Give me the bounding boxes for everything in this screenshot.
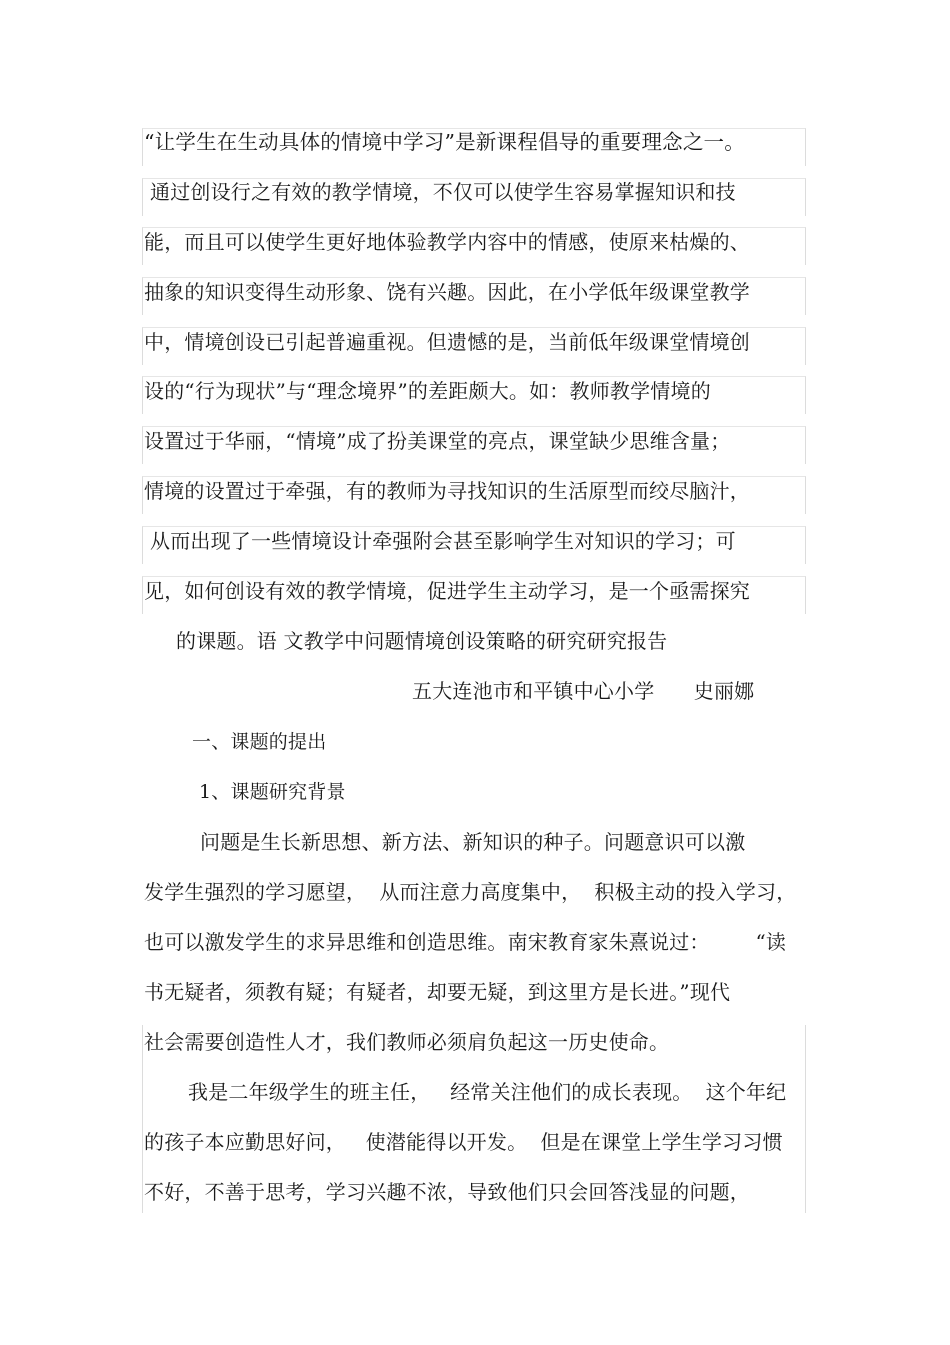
intro-line: 情境的设置过于牵强，有的教师为寻找知识的生活原型而绞尽脑汁， bbox=[144, 479, 750, 503]
body-line: 发学生强烈的学习愿望， 从而注意力高度集中， 积极主动的投入学习， bbox=[144, 880, 797, 904]
body-line: 问题是生长新思想、新方法、新知识的种子。问题意识可以激 bbox=[200, 830, 746, 854]
body-line: 我是二年级学生的班主任， 经常关注他们的成长表现。 这个年纪 bbox=[188, 1080, 787, 1104]
subsection-heading: 1、课题研究背景 bbox=[199, 781, 346, 803]
margin-line-left bbox=[142, 1025, 143, 1213]
intro-line: 能，而且可以使学生更好地体验教学内容中的情感，使原来枯燥的、 bbox=[144, 230, 750, 254]
body-line: 的孩子本应勤思好问， 使潜能得以开发。 但是在课堂上学生学习习惯 bbox=[144, 1130, 783, 1154]
body-line: 社会需要创造性人才，我们教师必须肩负起这一历史使命。 bbox=[144, 1030, 670, 1054]
intro-line: 设置过于华丽，“情境”成了扮美课堂的亮点，课堂缺少思维含量； bbox=[144, 429, 731, 453]
margin-line-right bbox=[805, 1025, 806, 1213]
author-line: 五大连池市和平镇中心小学 史丽娜 bbox=[412, 679, 755, 703]
intro-line: 设的“行为现状”与“理念境界”的差距颇大。如：教师教学情境的 bbox=[144, 379, 711, 403]
body-line: 不好，不善于思考，学习兴趣不浓，导致他们只会回答浅显的问题， bbox=[144, 1180, 750, 1204]
intro-line: 中，情境创设已引起普遍重视。但遗憾的是，当前低年级课堂情境创 bbox=[144, 330, 750, 354]
intro-line: 抽象的知识变得生动形象、饶有兴趣。因此，在小学低年级课堂教学 bbox=[144, 280, 750, 304]
body-line: 也可以激发学生的求异思维和创造思维。南宋教育家朱熹说过： “读 bbox=[144, 930, 787, 954]
intro-line: 通过创设行之有效的教学情境，不仅可以使学生容易掌握知识和技 bbox=[150, 180, 736, 204]
intro-line: 见，如何创设有效的教学情境，促进学生主动学习，是一个亟需探究 bbox=[144, 579, 750, 603]
intro-line: 从而出现了一些情境设计牵强附会甚至影响学生对知识的学习；可 bbox=[150, 529, 736, 553]
intro-line: “让学生在生动具体的情境中学习”是新课程倡导的重要理念之一。 bbox=[144, 130, 745, 154]
section-heading: 一、课题的提出 bbox=[192, 731, 327, 753]
body-line: 书无疑者，须教有疑；有疑者，却要无疑，到这里方是长进。”现代 bbox=[144, 980, 731, 1004]
report-title: 的课题。语 文教学中问题情境创设策略的研究研究报告 bbox=[176, 629, 668, 653]
